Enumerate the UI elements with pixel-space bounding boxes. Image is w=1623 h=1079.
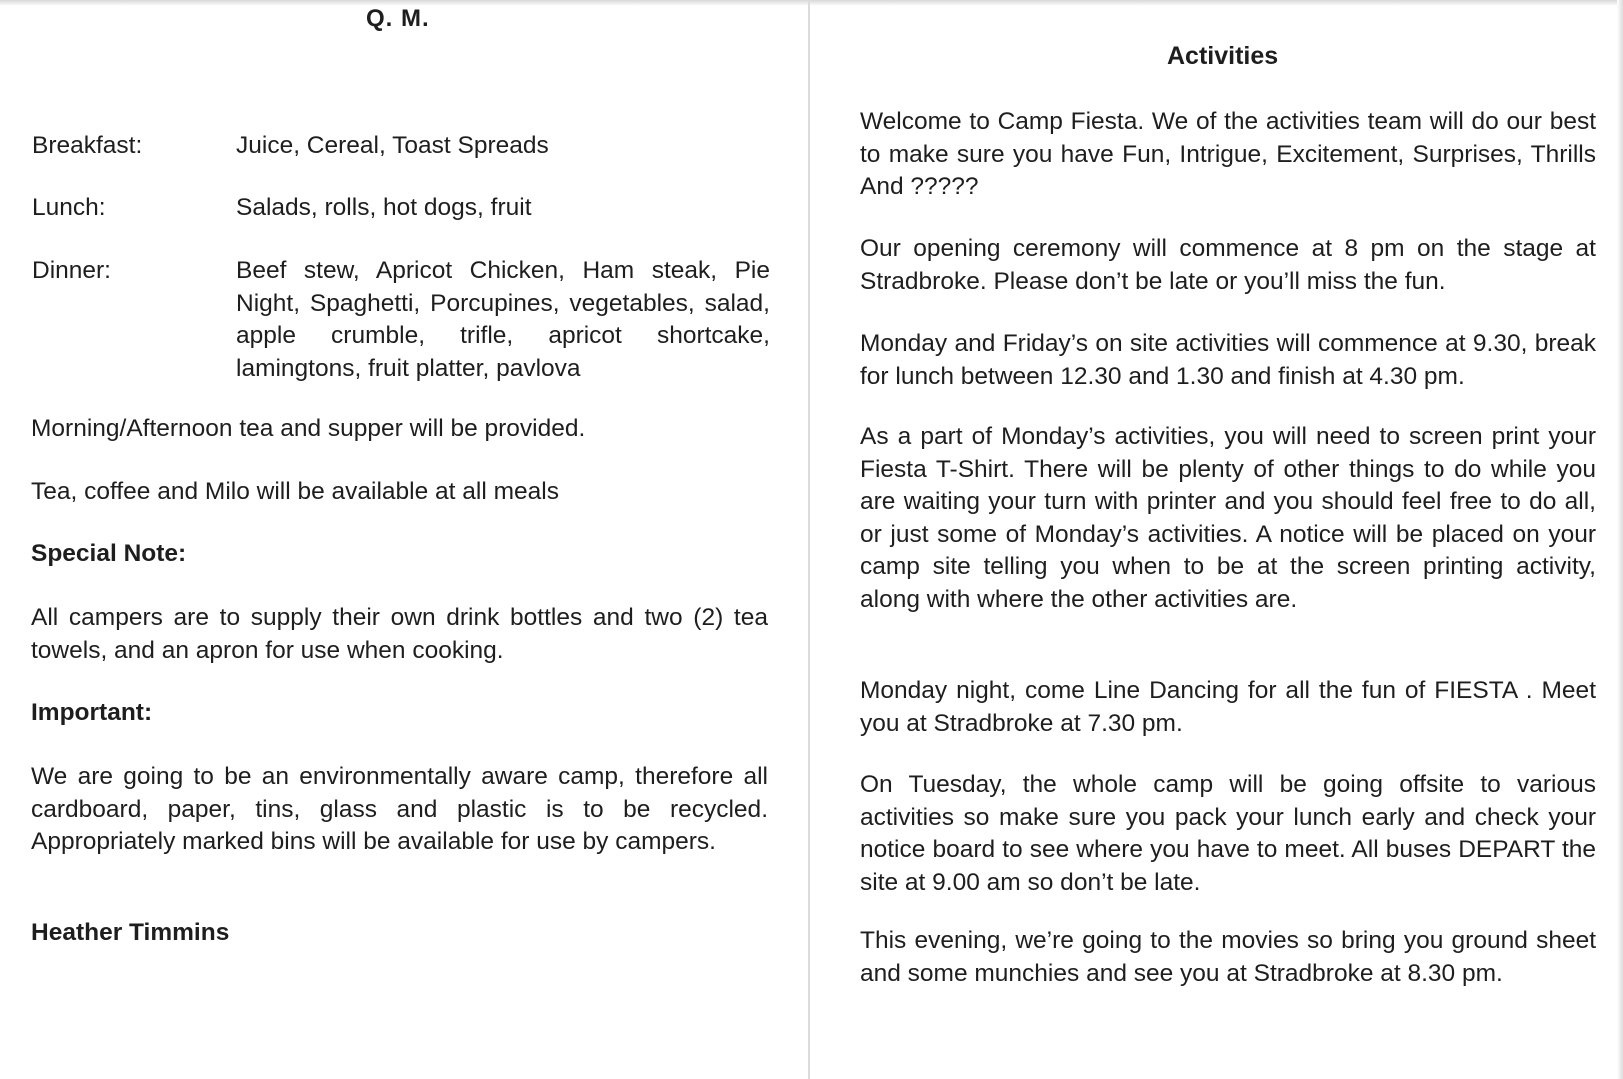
special-note-heading: Special Note: bbox=[31, 540, 187, 567]
dinner-text: Beef stew, Apricot Chicken, Ham steak, Pie Night, Spaghetti, Porcupines, vegetables, salad, apple crumble, trifle, apricot shortcake, lamingtons, fruit platter, pavlova bbox=[236, 257, 770, 382]
breakfast-text: Juice, Cereal, Toast Spreads bbox=[236, 132, 549, 159]
activities-paragraph: Welcome to Camp Fiesta. We of the activities team will do our best to make sure you have Fun, Intrigue, Excitement, Surprises, Thrills And ????? bbox=[860, 108, 1596, 200]
activities-paragraph: Monday night, come Line Dancing for all the fun of FIESTA . Meet you at Stradbroke at 7.30 pm. bbox=[860, 677, 1596, 737]
activities-paragraph: Monday and Friday’s on site activities will commence at 9.30, break for lunch between 12.30 and 1.30 and finish at 4.30 pm. bbox=[860, 330, 1596, 390]
tea-note: Morning/Afternoon tea and supper will be provided. bbox=[31, 415, 586, 442]
dinner-label: Dinner: bbox=[32, 257, 111, 284]
lunch-label: Lunch: bbox=[32, 194, 106, 221]
important-text: We are going to be an environmentally aware camp, therefore all cardboard, paper, tins, glass and plastic is to be recycled. Appropriately marked bins will be available for use by campers. bbox=[31, 763, 768, 855]
activities-title: Activities bbox=[1167, 42, 1279, 70]
drinks-note: Tea, coffee and Milo will be available at all meals bbox=[31, 478, 559, 505]
breakfast-label: Breakfast: bbox=[32, 132, 143, 159]
special-note-text: All campers are to supply their own drink bottles and two (2) tea towels, and an apron for use when cooking. bbox=[31, 604, 768, 664]
activities-paragraph: This evening, we’re going to the movies so bring you ground sheet and some munchies and see you at Stradbroke at 8.30 pm. bbox=[860, 927, 1596, 987]
signature: Heather Timmins bbox=[31, 919, 230, 946]
activities-paragraph: On Tuesday, the whole camp will be going offsite to various activities so make sure you pack your lunch early and check your notice board to see where you have to meet. All buses DEPART the site at 9.00 am so don’t be late. bbox=[860, 771, 1596, 896]
lunch-text: Salads, rolls, hot dogs, fruit bbox=[236, 194, 532, 221]
qm-title: Q. M. bbox=[366, 5, 430, 32]
important-heading: Important: bbox=[31, 699, 153, 726]
activities-paragraph: As a part of Monday’s activities, you will need to screen print your Fiesta T-Shirt. There will be plenty of other things to do while you are waiting your turn with printer and you should feel free to do all, or just some of Monday’s activities. A notice will be placed on your camp site telling you when to be at the screen printing activity, along with where the other activities are. bbox=[860, 423, 1596, 613]
activities-paragraph: Our opening ceremony will commence at 8 pm on the stage at Stradbroke. Please don’t be late or you’ll miss the fun. bbox=[860, 235, 1596, 295]
